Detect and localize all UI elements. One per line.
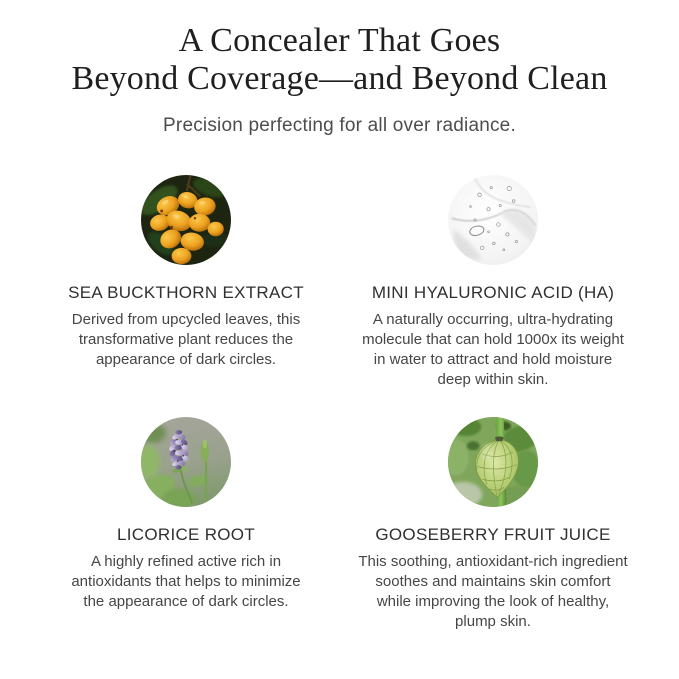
page-subtitle: Precision perfecting for all over radiance. <box>163 115 516 136</box>
page-title-line2: Beyond Coverage—and Beyond Clean <box>71 60 608 97</box>
ingredient-title: LICORICE ROOT <box>116 525 256 544</box>
ingredient-description <box>358 552 627 632</box>
body-line: This soothing, antioxidant-rich ingredient <box>358 553 628 570</box>
body-line: while improving the look of healthy, <box>376 593 610 610</box>
ingredient-card-gooseberry <box>340 417 647 632</box>
ingredient-title: SEA BUCKTHORN EXTRACT <box>68 283 304 302</box>
body-line: deep within skin. <box>437 371 549 388</box>
body-line: the appearance of dark circles. <box>83 593 289 610</box>
body-line: soothes and maintains skin comfort <box>375 573 611 590</box>
ingredient-card-licorice-root <box>33 417 340 612</box>
body-line: A highly refined active rich in <box>90 553 282 570</box>
ingredient-description <box>71 552 300 612</box>
page-title <box>0 22 679 98</box>
ingredient-card-hyaluronic-acid <box>340 175 647 390</box>
ingredient-description <box>72 310 300 370</box>
sea-buckthorn-berries-photo <box>141 175 231 265</box>
body-line: appearance of dark circles. <box>95 351 277 368</box>
body-line: antioxidants that helps to minimize <box>71 573 301 590</box>
body-line: in water to attract and hold moisture <box>373 351 613 368</box>
page-title-line1: A Concealer That Goes <box>178 22 501 59</box>
ingredient-description <box>362 310 624 390</box>
licorice-flower-photo <box>141 417 231 507</box>
body-line: plump skin. <box>455 613 531 630</box>
header <box>0 0 679 137</box>
body-line: A naturally occurring, ultra-hydrating <box>372 311 614 328</box>
clear-gel-texture-photo <box>448 175 538 265</box>
gooseberry-in-husk-photo <box>448 417 538 507</box>
body-line: transformative plant reduces the <box>78 331 294 348</box>
ingredient-title: MINI HYALURONIC ACID (HA) <box>371 283 615 302</box>
body-line: molecule that can hold 1000x its weight <box>362 331 624 348</box>
body-line: Derived from upcycled leaves, this <box>71 311 301 328</box>
ingredient-card-sea-buckthorn <box>33 175 340 370</box>
ingredient-grid <box>33 175 647 659</box>
ingredient-title: GOOSEBERRY FRUIT JUICE <box>375 525 611 544</box>
